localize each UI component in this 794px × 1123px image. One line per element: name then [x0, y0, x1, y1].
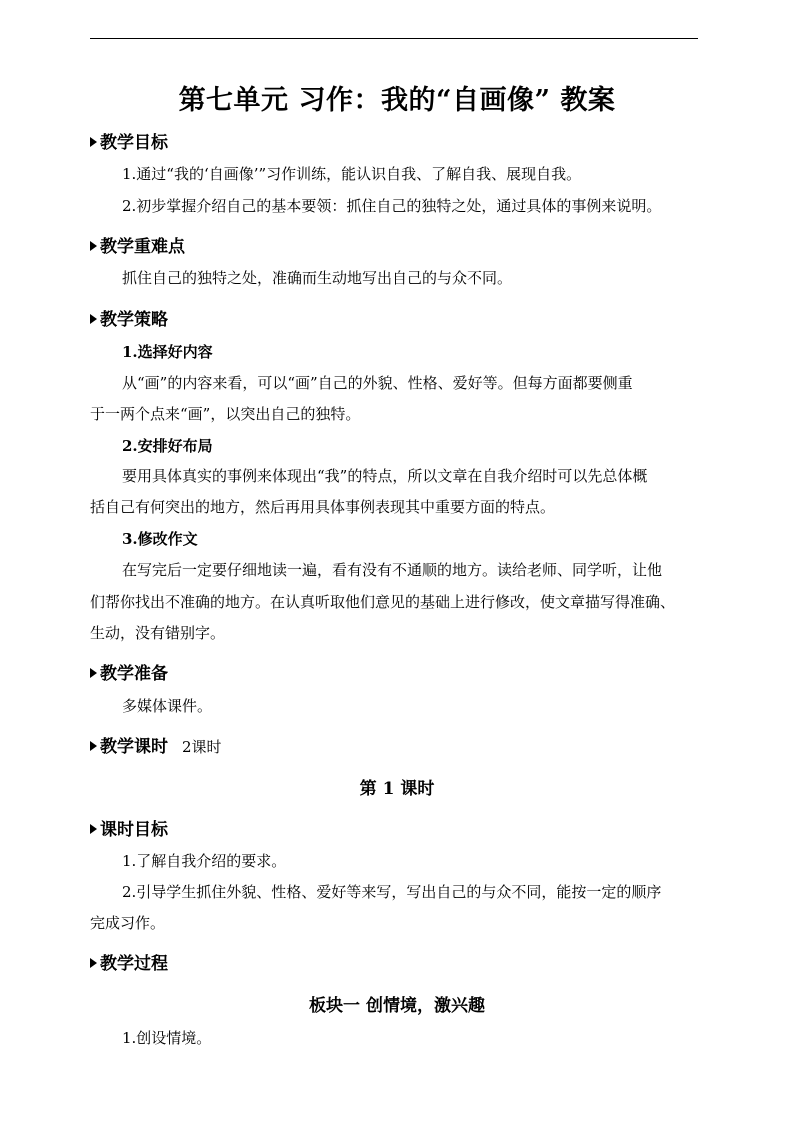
section-label: 教学重难点 [100, 237, 185, 257]
strategy-1-heading: 1.选择好内容 [122, 343, 213, 361]
section-prep-heading [90, 659, 168, 684]
strategy-3-heading: 3.修改作文 [122, 530, 198, 548]
keypoints-line: 抓住自己的独特之处，准确而生动地写出自己的与众不同。 [122, 269, 513, 287]
goals-line-1: 1.通过“我的‘自画像’”习作训练，能认识自我、了解自我、展现自我。 [122, 165, 582, 183]
header-rule [90, 38, 698, 39]
section-goals-heading [90, 128, 168, 153]
lesson-goals-line-3: 完成习作。 [90, 914, 166, 932]
strategy-2-line-2: 括自己有何突出的地方，然后再用具体事例表现其中重要方面的特点。 [90, 498, 556, 516]
triangle-bullet-icon [90, 314, 97, 324]
block-1-title: 板块一 创情境，激兴趣 [309, 996, 485, 1016]
strategy-2-line-1: 要用具体真实的事例来体现出“我”的特点，所以文章在自我介绍时可以先总体概 [122, 467, 648, 485]
triangle-bullet-icon [90, 741, 97, 751]
hours-value: 2课时 [182, 738, 222, 756]
strategy-3-line-2: 们帮你找出不准确的地方。在认真听取他们意见的基础上进行修改，使文章描写得准确、 [90, 593, 676, 611]
lesson-goals-line-1: 1.了解自我介绍的要求。 [122, 852, 287, 870]
goals-line-2: 2.初步掌握介绍自己的基本要领：抓住自己的独特之处，通过具体的事例来说明。 [122, 197, 662, 215]
strategy-1-line-2: 于一两个点来“画”，以突出自己的独特。 [90, 405, 361, 423]
section-process-heading [90, 949, 168, 974]
prep-line: 多媒体课件。 [122, 697, 213, 715]
section-label: 教学过程 [100, 954, 168, 974]
section-label: 教学准备 [100, 664, 168, 684]
section-lesson-goals-heading [90, 815, 168, 840]
section-hours-heading [90, 732, 222, 757]
strategy-2-heading: 2.安排好布局 [122, 437, 213, 455]
strategy-1-line-1: 从“画”的内容来看，可以“画”自己的外貌、性格、爱好等。但每方面都要侧重 [122, 374, 633, 392]
block-1-line: 1.创设情境。 [122, 1029, 212, 1047]
triangle-bullet-icon [90, 958, 97, 968]
section-label: 教学目标 [100, 133, 168, 153]
strategy-3-line-3: 生动，没有错别字。 [90, 624, 226, 642]
section-label: 教学策略 [100, 310, 168, 330]
section-keypoints-heading [90, 232, 185, 257]
triangle-bullet-icon [90, 137, 97, 147]
page-title: 第七单元 习作：我的“自画像” 教案 [178, 85, 616, 116]
lesson-goals-line-2: 2.引导学生抓住外貌、性格、爱好等来写，写出自己的与众不同，能按一定的顺序 [122, 883, 662, 901]
section-strategy-heading [90, 305, 168, 330]
strategy-3-line-1: 在写完后一定要仔细地读一遍，看有没有不通顺的地方。读给老师、同学听，让他 [122, 561, 663, 579]
section-label: 课时目标 [100, 820, 168, 840]
section-label: 教学课时 [100, 737, 168, 757]
lesson-1-title: 第 1 课时 [359, 779, 435, 799]
triangle-bullet-icon [90, 824, 97, 834]
triangle-bullet-icon [90, 241, 97, 251]
triangle-bullet-icon [90, 668, 97, 678]
